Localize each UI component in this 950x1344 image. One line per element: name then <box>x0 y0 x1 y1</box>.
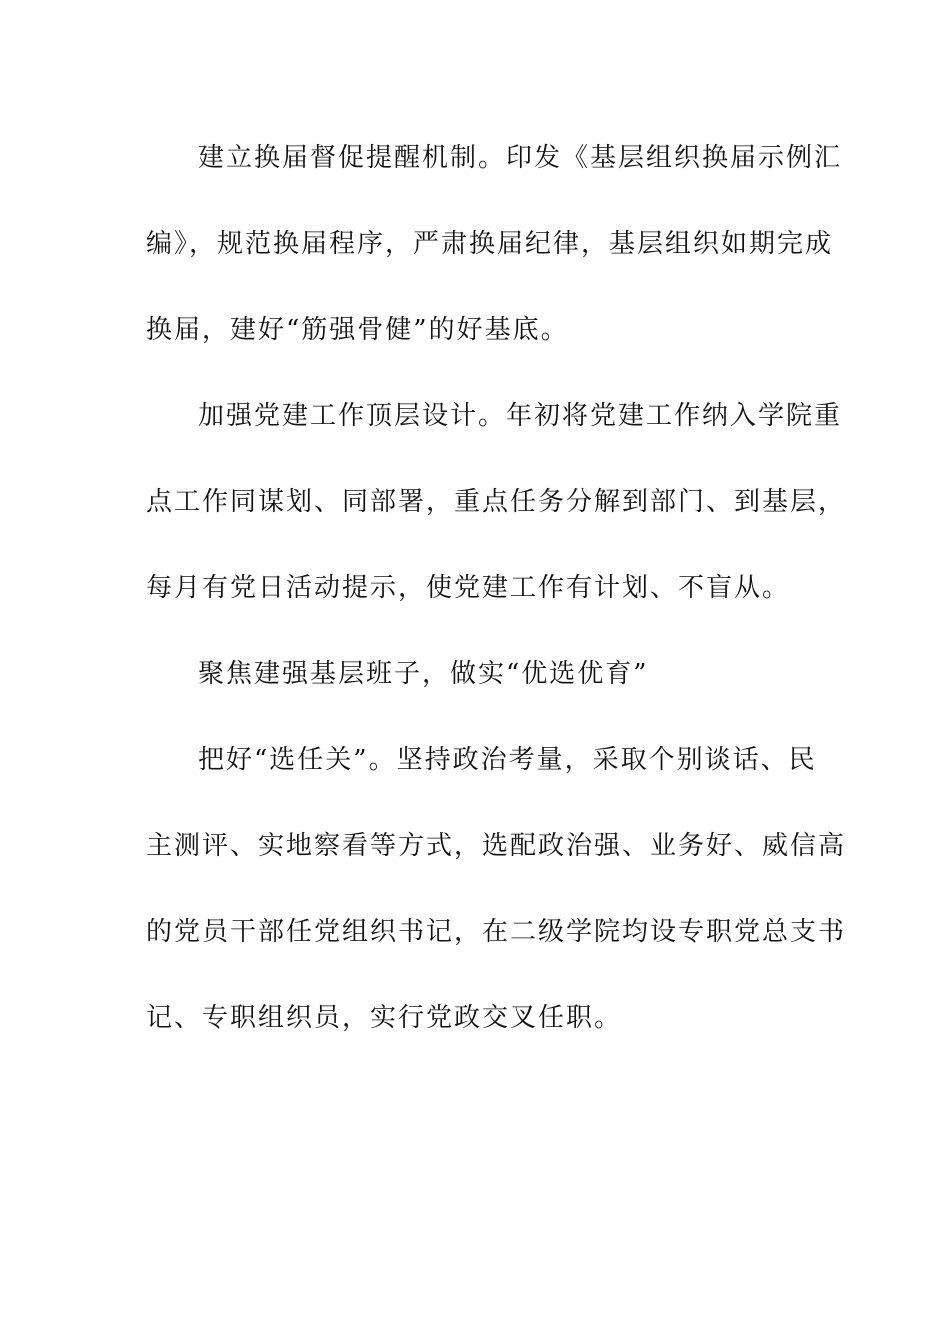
section-heading: 聚焦建强基层班子，做实“优选优育” <box>198 659 649 689</box>
paragraph-2-line-2: 点工作同谋划、同部署，重点任务分解到部门、到基层， <box>146 487 847 517</box>
paragraph-1-line-2: 编》，规范换届程序，严肃换届纪律，基层组织如期完成 <box>146 229 834 259</box>
paragraph-1-line-1: 建立换届督促提醒机制。印发《基层组织换届示例汇 <box>198 143 843 173</box>
paragraph-3-line-3: 的党员干部任党组织书记，在二级学院均设专职党总支书 <box>146 917 847 947</box>
paragraph-1-line-3: 换届，建好“筋强骨健”的好基底。 <box>146 315 569 345</box>
paragraph-3-line-1: 把好“选任关”。坚持政治考量，采取个别谈话、民 <box>198 745 817 775</box>
paragraph-2-line-1: 加强党建工作顶层设计。年初将党建工作纳入学院重 <box>198 401 843 431</box>
paragraph-3-line-4: 记、专职组织员，实行党政交叉任职。 <box>146 1003 623 1033</box>
paragraph-2-line-3: 每月有党日活动提示，使党建工作有计划、不盲从。 <box>146 573 791 603</box>
paragraph-3-line-2: 主测评、实地察看等方式，选配政治强、业务好、威信高 <box>146 831 847 861</box>
